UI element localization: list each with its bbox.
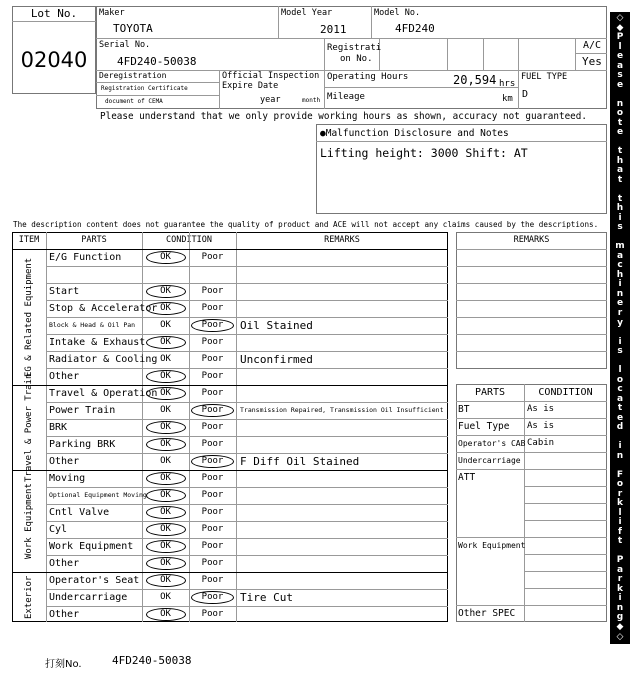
banner-char: e [616,412,624,423]
month-label: month [302,97,321,104]
banner-char [618,328,621,337]
banner-char: t [617,193,623,204]
banner-char: c [617,260,623,271]
ok-label: OK [160,439,171,449]
banner-char: a [616,250,624,261]
poor-label: Poor [201,405,224,415]
deregistration-label: Deregistration [99,71,167,80]
ok-label: OK [160,320,171,330]
lot-number: 02040 [20,48,88,72]
operating-hours-label: Operating Hours [327,72,409,82]
header-remarks: REMARKS [324,235,360,245]
part-name: Undercarriage [49,592,128,603]
banner-char: i [618,517,622,528]
banner-char: e [616,127,624,138]
ok-label: OK [160,507,171,517]
ok-label: OK [160,286,171,296]
ok-label: OK [160,541,171,551]
spec-part: ATT [458,472,476,483]
registration-certificate-label: Registration Certificate [101,85,188,92]
banner-char: t [617,174,623,185]
spec-condition-header: CONDITION [538,387,593,398]
ok-label: OK [160,371,171,381]
ok-label: OK [160,303,171,313]
remarks-row-divider [456,283,607,284]
banner-char: n [616,288,624,299]
poor-label: Poor [201,371,224,381]
banner-char: o [616,374,624,385]
disclaimer: The description content does not guarantee the quality of product and ACE will not accept any claims caused by the descriptions. [13,220,599,229]
ok-label: OK [160,405,171,415]
ok-label: OK [160,490,171,500]
part-name: Moving [49,473,86,484]
banner-char: m [615,241,625,252]
banner-char: a [616,564,624,575]
poor-label: Poor [201,507,224,517]
stamp-no-label: 打刻No. [45,659,82,670]
poor-label: Poor [201,388,224,398]
serial-label: Serial No. [99,40,151,50]
part-name: Other [49,558,80,569]
ok-label: OK [160,473,171,483]
remarks-row-divider [456,266,607,267]
header-remarks-right: REMARKS [513,235,550,245]
banner-char: P [616,32,624,43]
ok-label: OK [160,609,171,619]
model-no-value: 4FD240 [395,22,435,35]
ok-label: OK [160,354,171,364]
poor-label: Poor [201,524,224,534]
ac-value: Yes [582,55,602,68]
model-year-label: Model Year [281,8,333,18]
inspection-label-2: Expire Date [222,81,279,91]
inspection-label: Official Inspection [222,71,320,81]
poor-label: Poor [201,320,224,330]
banner-char: l [618,365,622,376]
part-name: Other [49,456,80,467]
poor-label: Poor [201,541,224,551]
serial-value: 4FD240-50038 [117,55,197,68]
remarks-row-divider [456,249,607,250]
group-label: Work Equipment [24,483,34,559]
remark-text: Oil Stained [240,319,313,332]
remark-text: Tire Cut [240,591,293,604]
banner-char: d [616,422,624,433]
ok-label: OK [160,558,171,568]
banner-char: s [617,346,623,357]
cema-label: document of CEMA [105,98,163,105]
part-name: E/G Function [49,252,122,263]
part-name: Stop & Accelerator [49,303,158,314]
part-name: Other [49,371,80,382]
part-name: Cntl Valve [49,507,110,518]
banner-char: F [616,469,624,480]
maker-label: Maker [99,8,125,18]
maker-value: TOYOTA [113,22,153,35]
part-name: Power Train [49,405,116,416]
banner-char: ◇ [616,631,624,642]
poor-label: Poor [201,456,224,466]
spec-condition: Cabin [527,438,555,448]
banner-char: n [616,98,624,109]
header-parts: PARTS [81,235,107,245]
banner-char: a [616,165,624,176]
spec-part: Operator's CAB [458,439,526,448]
banner-char: y [617,317,623,328]
poor-label: Poor [201,473,224,483]
banner-char: e [616,298,624,309]
banner-char: ◆ [616,622,624,632]
part-name: Intake & Exhaust [49,337,146,348]
part-name: Start [49,286,80,297]
part-name: Travel & Operation [49,388,158,399]
banner-char: r [617,574,623,585]
banner-char: g [616,612,624,623]
banner-char: c [617,384,623,395]
spec-part: Work Equipment [458,541,526,550]
ok-label: OK [160,252,171,262]
banner-char: a [616,60,624,71]
banner-char: h [616,269,624,280]
poor-label: Poor [201,286,224,296]
banner-char: t [617,146,623,157]
banner-char: k [617,583,623,594]
part-name: Other [49,609,80,620]
banner-char: P [616,555,624,566]
banner-char: r [617,307,623,318]
operating-hours-value: 20,594 [453,73,497,87]
fuel-type-value: D [522,89,529,100]
malfunction-title: ●Malfunction Disclosure and Notes [320,128,509,139]
spec-row-divider [524,588,607,589]
model-no-label: Model No. [374,8,421,18]
hrs-unit: hrs [499,79,516,89]
poor-label: Poor [201,422,224,432]
banner-char: i [618,441,622,452]
banner-char: r [617,488,623,499]
banner-char: i [618,593,622,604]
remark-text: Unconfirmed [240,353,313,366]
poor-label: Poor [201,575,224,585]
part-name: Block & Head & Oil Pan [49,321,136,329]
ok-label: OK [160,422,171,432]
banner-char: e [616,79,624,90]
header-condition: CONDITION [165,235,213,245]
part-name: Cyl [49,524,68,535]
spec-part: Other SPEC [458,608,516,619]
group-label: Exterior [24,575,34,620]
banner-char: e [616,51,624,62]
poor-label: Poor [201,354,224,364]
group-label: EG & Related Equipment [24,257,34,377]
banner-char: f [618,526,622,537]
banner-char: ◆ [616,22,624,33]
poor-label: Poor [201,252,224,262]
poor-label: Poor [201,558,224,568]
spec-part: Fuel Type [458,421,510,432]
lot-label: Lot No. [30,7,78,20]
spec-part: Undercarriage [458,456,521,465]
banner-char: s [617,222,623,233]
remarks-row-divider [456,351,607,352]
spec-row-divider [524,571,607,572]
spec-row-divider [524,520,607,521]
poor-label: Poor [201,337,224,347]
spec-parts-header: PARTS [474,387,506,398]
ok-label: OK [160,456,171,466]
banner-char: s [617,70,623,81]
location-banner [610,12,630,644]
poor-label: Poor [201,303,224,313]
year-label: year [260,95,281,105]
poor-label: Poor [201,609,224,619]
registration-label-2: on No. [340,54,373,64]
ok-label: OK [160,388,171,398]
banner-char: n [616,602,624,613]
banner-char: h [616,203,624,214]
remarks-row-divider [456,317,607,318]
fuel-type-label: FUEL TYPE [521,72,568,82]
spec-condition: As is [527,404,555,414]
banner-char: h [616,155,624,166]
spec-condition: As is [527,421,555,431]
spec-row-divider [524,486,607,487]
banner-char: t [617,536,623,547]
part-name: Optional Equipment Moving [49,491,147,499]
group-label: Travel & Power Train [24,373,34,482]
banner-char: t [617,403,623,414]
banner-char: i [618,279,622,290]
banner-char: o [616,479,624,490]
hours-note: Please understand that we only provide working hours as shown, accuracy not guaranteed. [100,111,587,122]
stamp-no-value: 4FD240-50038 [112,654,192,667]
part-name: Parking BRK [49,439,116,450]
part-name: Work Equipment [49,541,134,552]
banner-char: i [618,336,622,347]
banner-char: i [618,212,622,223]
ok-label: OK [160,575,171,585]
header-item: ITEM [18,235,40,245]
mileage-label: Mileage [327,92,365,102]
remarks-row-divider [456,300,607,301]
banner-char: a [616,393,624,404]
banner-char: l [618,507,622,518]
banner-char: k [617,498,623,509]
poor-label: Poor [201,490,224,500]
banner-char: n [616,450,624,461]
banner-char: l [618,41,622,52]
ok-label: OK [160,524,171,534]
remarks-row-divider [456,334,607,335]
spec-row-divider [524,503,607,504]
poor-label: Poor [201,439,224,449]
poor-label: Poor [201,592,224,602]
model-year-value: 2011 [320,23,347,36]
ok-label: OK [160,337,171,347]
part-name: Operator's Seat [49,575,140,586]
part-name: BRK [49,422,68,433]
spec-part: BT [458,404,470,415]
banner-char: t [617,117,623,128]
remark-text: Transmission Repaired, Transmission Oil Insufficient [240,406,444,414]
km-unit: km [502,94,513,104]
ac-label: A/C [583,40,602,51]
banner-char: ◇ [616,13,624,23]
spec-row-divider [524,554,607,555]
remark-text: F Diff Oil Stained [240,455,360,468]
ok-label: OK [160,592,171,602]
malfunction-text: Lifting height: 3000 Shift: AT [320,146,528,160]
registration-label: Registrati [327,43,382,53]
banner-char: o [616,108,624,119]
part-name: Radiator & Cooling [49,354,158,365]
